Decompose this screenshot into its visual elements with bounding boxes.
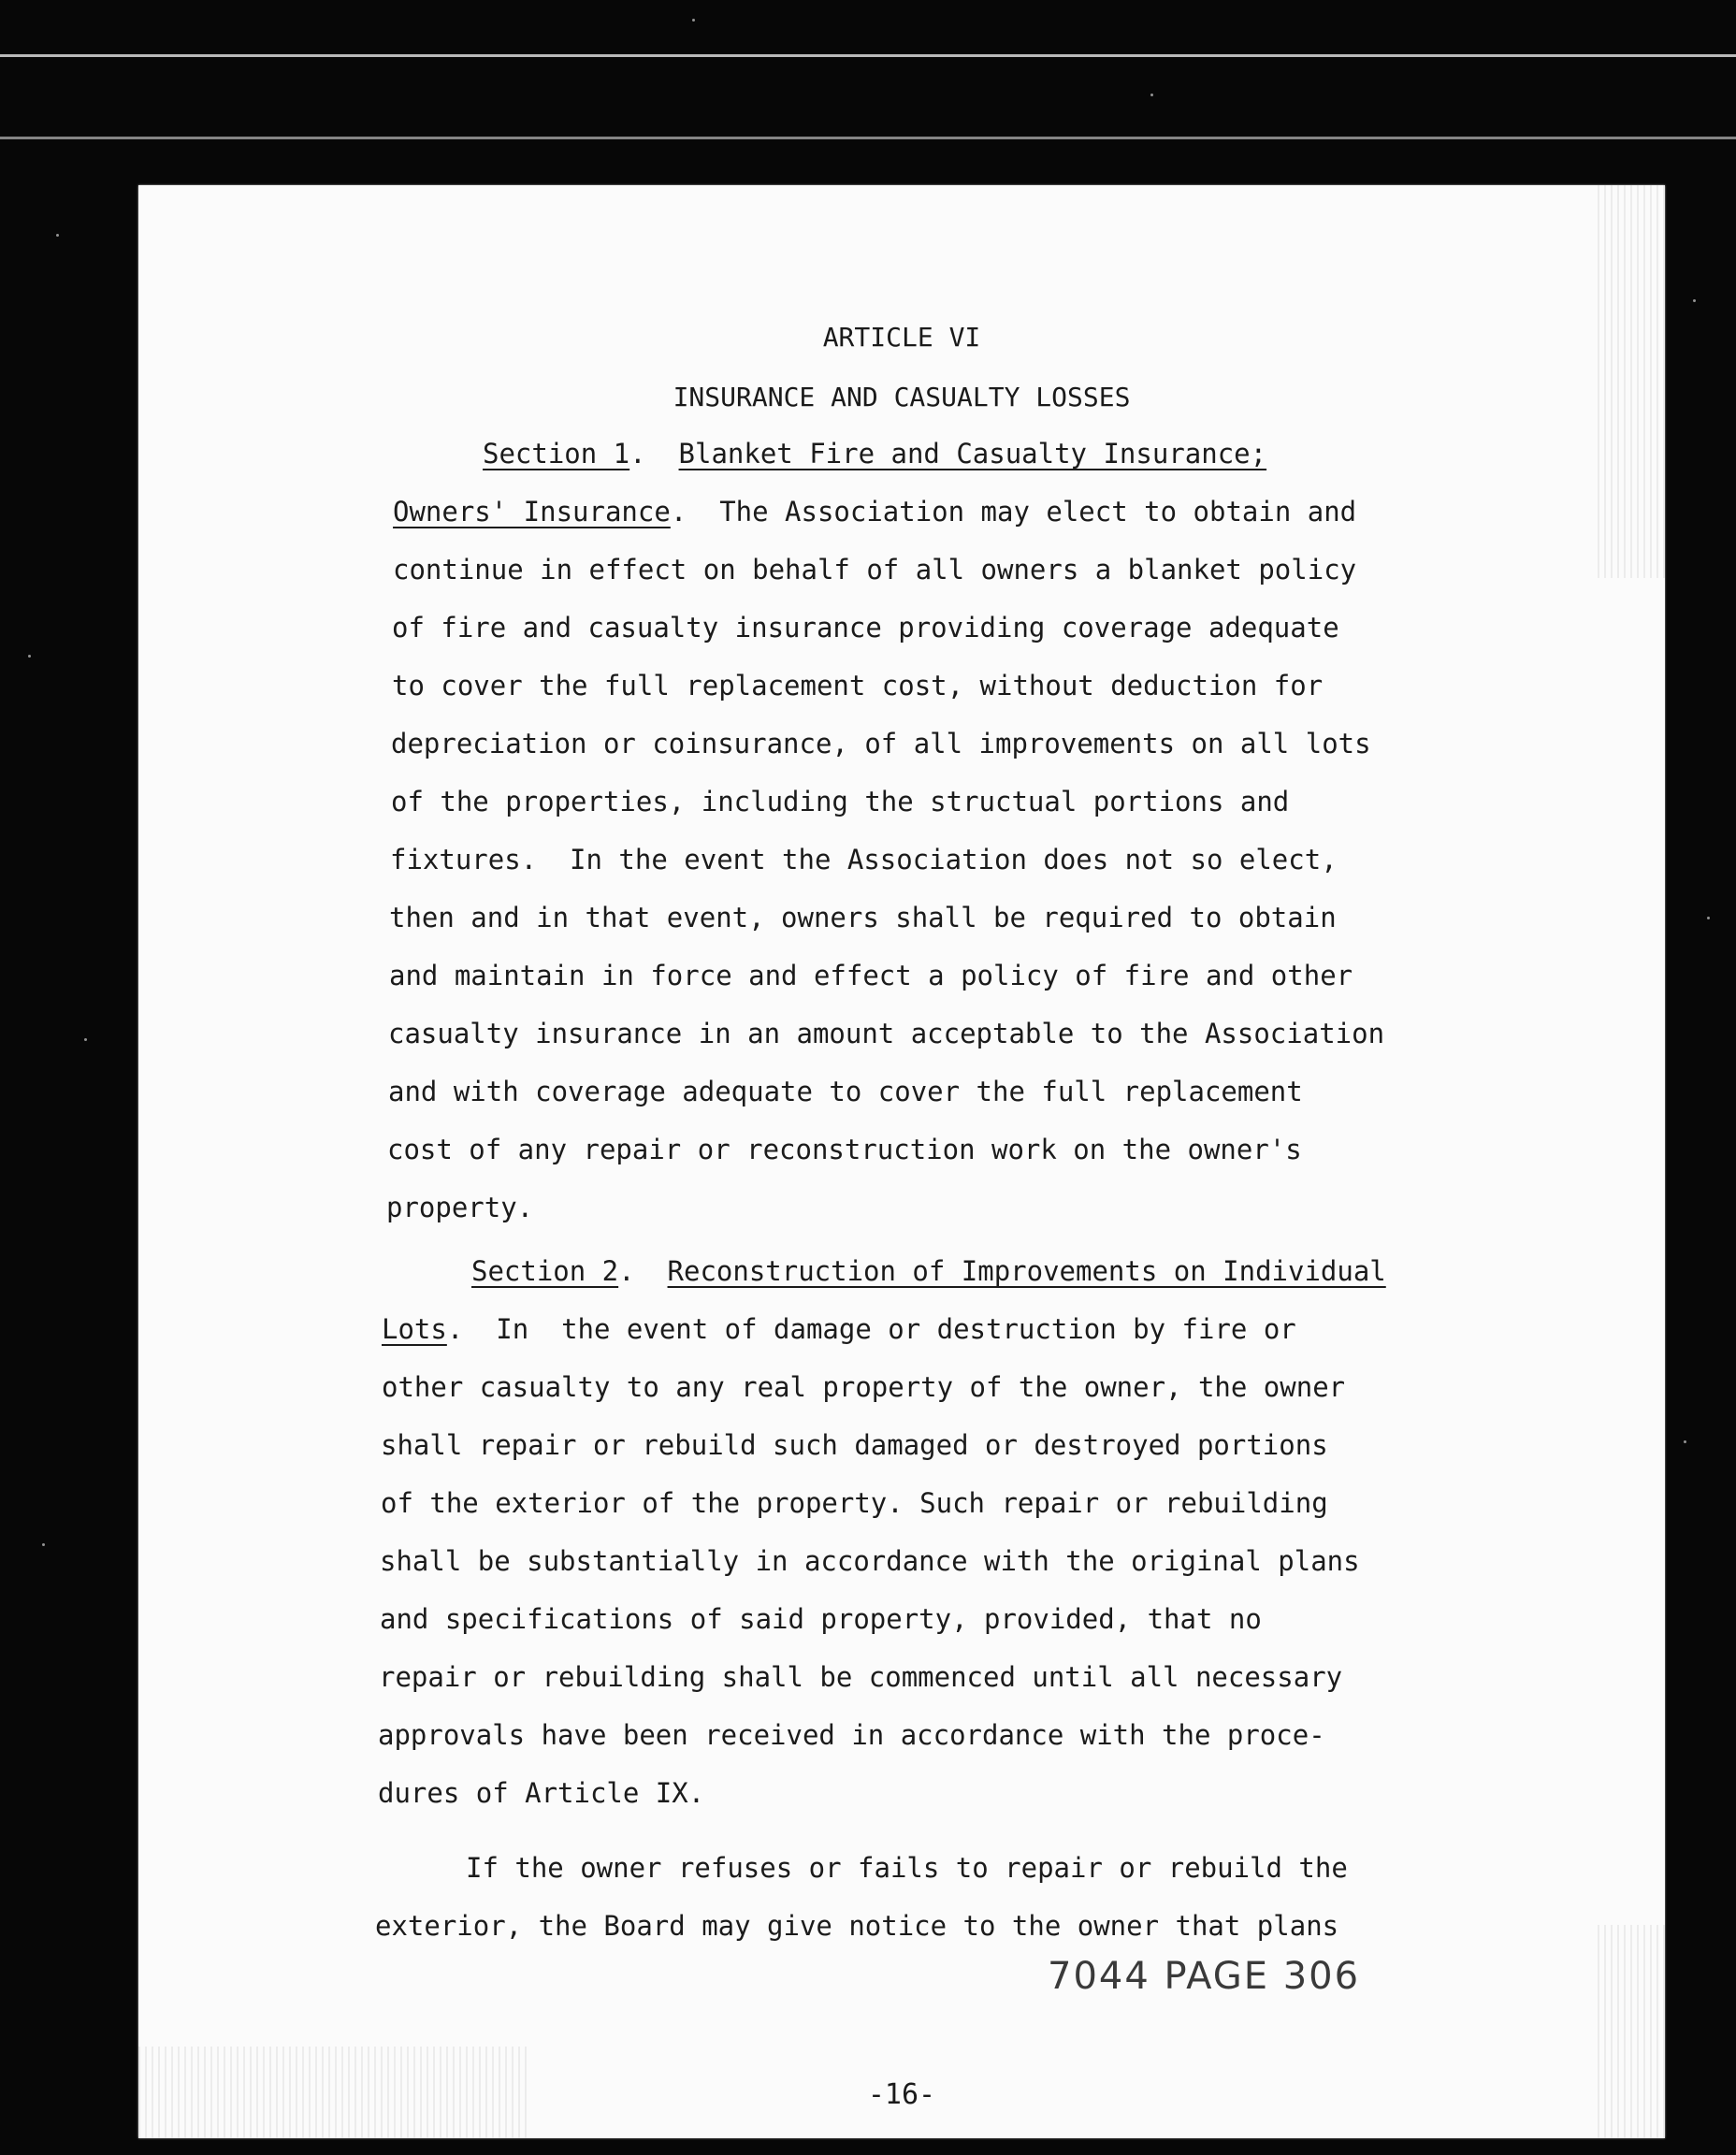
article-number: ARTICLE VI (822, 322, 981, 353)
scan-speck (1684, 1440, 1686, 1443)
article-title: INSURANCE AND CASUALTY LOSSES (673, 382, 1131, 412)
section-2-label: Section 2 (471, 1255, 619, 1287)
scan-speck (42, 1543, 45, 1546)
text-line: depreciation or coinsurance, of all improvements on all lots (391, 728, 1371, 759)
section-2-first-line-text: In the event of damage or destruction by fire or (463, 1313, 1296, 1345)
text-line: of fire and casualty insurance providing coverage adequate (392, 612, 1339, 644)
scan-speck (56, 234, 59, 237)
text-line: of the exterior of the property. Such repair or rebuilding (381, 1487, 1328, 1519)
recording-stamp: 7044 PAGE 306 (1048, 1955, 1361, 1998)
text-line: exterior, the Board may give notice to the owner that plans (375, 1910, 1339, 1942)
section-2-title-continued: Lots (382, 1313, 447, 1345)
text-line: of the properties, including the structual portions and (391, 786, 1290, 817)
text-line: repair or rebuilding shall be commenced until all necessary (379, 1661, 1343, 1693)
section-2-title: Reconstruction of Improvements on Individual (667, 1255, 1386, 1287)
text-line: If the owner refuses or fails to repair or rebuild the (466, 1852, 1348, 1884)
section-1-label: Section 1 (483, 438, 630, 470)
document-page (138, 185, 1665, 2138)
section-1-title: Blanket Fire and Casualty Insurance; (678, 438, 1267, 470)
text-line: fixtures. In the event the Association does not so elect, (390, 844, 1338, 875)
scan-speck (84, 1038, 87, 1041)
section-1-first-line: Owners' Insurance. The Association may elect to obtain and (393, 496, 1357, 528)
section-2-heading-line: Section 2. Reconstruction of Improvements on Individual (471, 1255, 1386, 1287)
scan-speck (1150, 94, 1153, 96)
text-line: casualty insurance in an amount acceptable to the Association (388, 1018, 1385, 1049)
scan-speck (1707, 917, 1710, 919)
text-line: to cover the full replacement cost, without deduction for (392, 670, 1324, 701)
text-line: and specifications of said property, provided, that no (380, 1603, 1262, 1635)
scan-artifact-line (0, 54, 1736, 57)
text-line: then and in that event, owners shall be required to obtain (389, 902, 1337, 933)
section-1-title-continued: Owners' Insurance (393, 496, 671, 528)
text-line: continue in effect on behalf of all owners a blanket policy (393, 554, 1357, 586)
text-line: and with coverage adequate to cover the full replacement (388, 1076, 1303, 1107)
scan-artifact-line (0, 137, 1736, 139)
scan-speck (692, 19, 695, 22)
text-line: shall repair or rebuild such damaged or destroyed portions (381, 1429, 1328, 1461)
text-line: property. (386, 1192, 534, 1223)
section-1-first-line-text: The Association may elect to obtain and (687, 496, 1357, 528)
section-1-heading-line: Section 1. Blanket Fire and Casualty Insurance; (483, 438, 1267, 470)
scan-speck (28, 655, 31, 658)
scan-speck (1693, 299, 1696, 302)
text-line: cost of any repair or reconstruction work on the owner's (387, 1134, 1302, 1165)
page-number: -16- (867, 2078, 936, 2111)
text-line: approvals have been received in accordance with the proce- (378, 1719, 1325, 1751)
text-line: shall be substantially in accordance with the original plans (380, 1545, 1360, 1577)
text-line: and maintain in force and effect a policy of fire and other (389, 960, 1353, 991)
text-line: other casualty to any real property of the owner, the owner (382, 1371, 1346, 1403)
text-line: dures of Article IX. (378, 1777, 705, 1809)
section-2-first-line: Lots. In the event of damage or destruction by fire or (382, 1313, 1296, 1345)
